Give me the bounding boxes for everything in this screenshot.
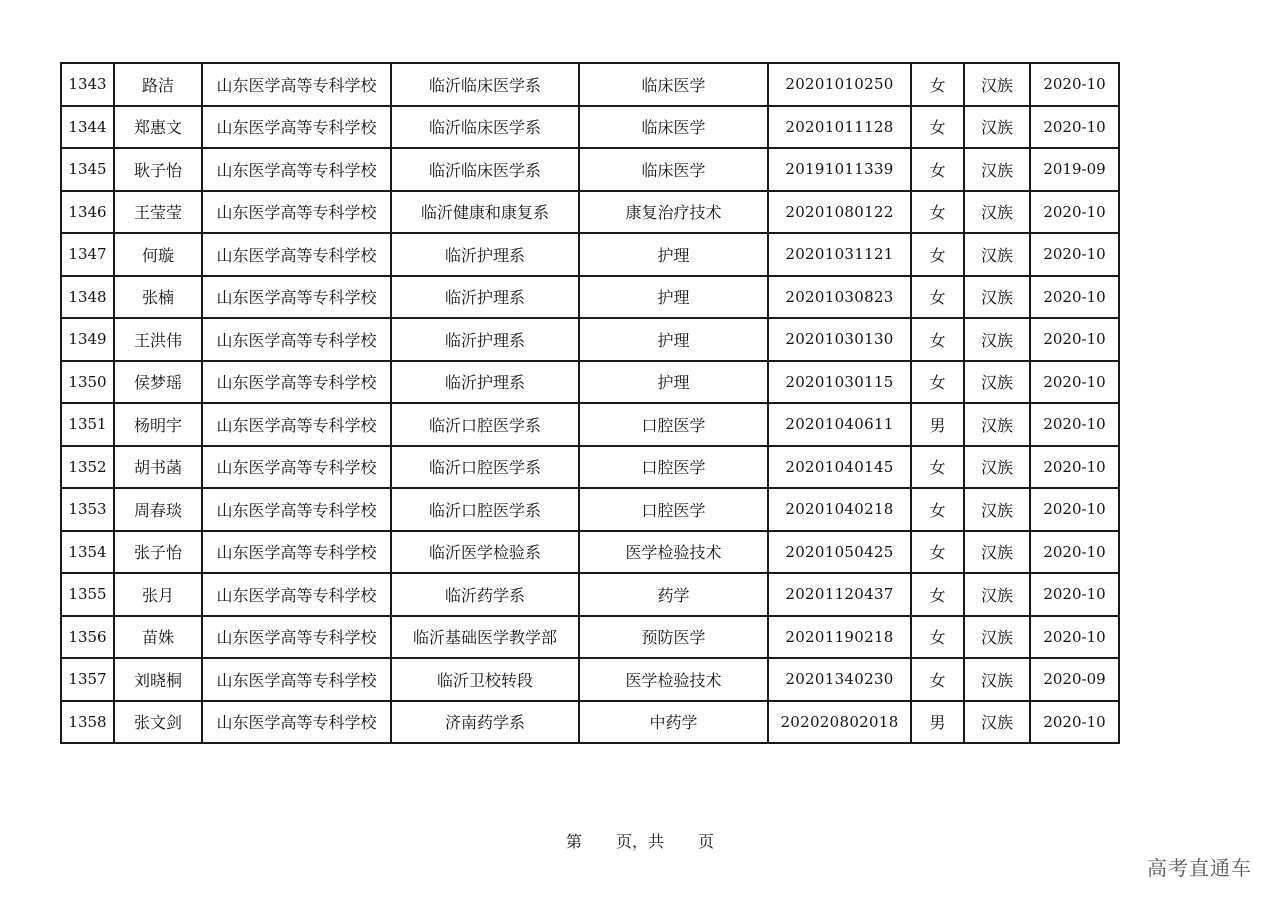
school-cell: 山东医学高等专科学校 [202,488,391,531]
ethnicity-cell: 汉族 [964,361,1030,404]
ethnicity-cell: 汉族 [964,488,1030,531]
table-row [61,318,1119,361]
gender-cell: 女 [911,616,964,659]
school-cell: 山东医学高等专科学校 [202,573,391,616]
student-id-cell: 20201030823 [768,276,911,319]
student-id-cell: 20201011128 [768,106,911,149]
school-cell: 山东医学高等专科学校 [202,403,391,446]
gender-cell: 女 [911,233,964,276]
major-cell: 护理 [579,318,768,361]
name-cell: 王莹莹 [114,191,202,234]
name-cell: 侯梦瑶 [114,361,202,404]
ethnicity-cell: 汉族 [964,573,1030,616]
enrollment-date-cell: 2019-09 [1030,148,1119,191]
ethnicity-cell: 汉族 [964,446,1030,489]
major-cell: 中药学 [579,701,768,744]
department-cell: 临沂医学检验系 [391,531,579,574]
gender-cell: 女 [911,276,964,319]
major-cell: 医学检验技术 [579,531,768,574]
name-cell: 张月 [114,573,202,616]
student-id-cell: 20201340230 [768,658,911,701]
gender-cell: 女 [911,573,964,616]
major-cell: 医学检验技术 [579,658,768,701]
table-row [61,531,1119,574]
seq-cell: 1351 [61,403,114,446]
table-row [61,233,1119,276]
name-cell: 张文剑 [114,701,202,744]
gender-cell: 女 [911,318,964,361]
ethnicity-cell: 汉族 [964,318,1030,361]
name-cell: 刘晓桐 [114,658,202,701]
table-row [61,403,1119,446]
ethnicity-cell: 汉族 [964,276,1030,319]
ethnicity-cell: 汉族 [964,63,1030,106]
student-roster-table [60,62,1120,744]
ethnicity-cell: 汉族 [964,658,1030,701]
seq-cell: 1358 [61,701,114,744]
table-row [61,658,1119,701]
gender-cell: 女 [911,63,964,106]
enrollment-date-cell: 2020-10 [1030,63,1119,106]
school-cell: 山东医学高等专科学校 [202,658,391,701]
department-cell: 临沂临床医学系 [391,106,579,149]
department-cell: 临沂护理系 [391,318,579,361]
seq-cell: 1349 [61,318,114,361]
page-middle: 页，共 [615,832,664,851]
seq-cell: 1350 [61,361,114,404]
student-id-cell: 20201120437 [768,573,911,616]
school-cell: 山东医学高等专科学校 [202,446,391,489]
student-id-cell: 20201030130 [768,318,911,361]
ethnicity-cell: 汉族 [964,106,1030,149]
seq-cell: 1347 [61,233,114,276]
name-cell: 耿子怡 [114,148,202,191]
department-cell: 济南药学系 [391,701,579,744]
table-row [61,361,1119,404]
enrollment-date-cell: 2020-10 [1030,233,1119,276]
department-cell: 临沂口腔医学系 [391,403,579,446]
enrollment-date-cell: 2020-10 [1030,488,1119,531]
enrollment-date-cell: 2020-10 [1030,701,1119,744]
name-cell: 张子怡 [114,531,202,574]
ethnicity-cell: 汉族 [964,616,1030,659]
gender-cell: 女 [911,106,964,149]
department-cell: 临沂护理系 [391,361,579,404]
major-cell: 康复治疗技术 [579,191,768,234]
student-id-cell: 20201030115 [768,361,911,404]
enrollment-date-cell: 2020-10 [1030,191,1119,234]
gender-cell: 女 [911,658,964,701]
student-id-cell: 20191011339 [768,148,911,191]
student-id-cell: 20201080122 [768,191,911,234]
department-cell: 临沂药学系 [391,573,579,616]
table-row [61,63,1119,106]
department-cell: 临沂护理系 [391,276,579,319]
enrollment-date-cell: 2020-10 [1030,403,1119,446]
department-cell: 临沂健康和康复系 [391,191,579,234]
seq-cell: 1348 [61,276,114,319]
major-cell: 预防医学 [579,616,768,659]
table-row [61,446,1119,489]
department-cell: 临沂基础医学教学部 [391,616,579,659]
student-id-cell: 20201040145 [768,446,911,489]
name-cell: 何璇 [114,233,202,276]
ethnicity-cell: 汉族 [964,531,1030,574]
school-cell: 山东医学高等专科学校 [202,531,391,574]
major-cell: 临床医学 [579,106,768,149]
enrollment-date-cell: 2020-10 [1030,446,1119,489]
department-cell: 临沂护理系 [391,233,579,276]
table-row [61,616,1119,659]
seq-cell: 1356 [61,616,114,659]
school-cell: 山东医学高等专科学校 [202,361,391,404]
school-cell: 山东医学高等专科学校 [202,191,391,234]
page-footer [0,829,1280,852]
enrollment-date-cell: 2020-09 [1030,658,1119,701]
enrollment-date-cell: 2020-10 [1030,318,1119,361]
seq-cell: 1353 [61,488,114,531]
major-cell: 护理 [579,361,768,404]
enrollment-date-cell: 2020-10 [1030,361,1119,404]
major-cell: 口腔医学 [579,403,768,446]
student-id-cell: 20201040218 [768,488,911,531]
student-id-cell: 20201040611 [768,403,911,446]
table-row [61,488,1119,531]
major-cell: 临床医学 [579,148,768,191]
name-cell: 杨明宇 [114,403,202,446]
enrollment-date-cell: 2020-10 [1030,616,1119,659]
watermark-text: 高考直通车 [1147,856,1252,880]
table-row [61,276,1119,319]
seq-cell: 1357 [61,658,114,701]
school-cell: 山东医学高等专科学校 [202,276,391,319]
name-cell: 张楠 [114,276,202,319]
enrollment-date-cell: 2020-10 [1030,106,1119,149]
major-cell: 护理 [579,233,768,276]
student-id-cell: 20201190218 [768,616,911,659]
page-prefix: 第 [565,832,582,851]
major-cell: 护理 [579,276,768,319]
table-row [61,573,1119,616]
table-row [61,701,1119,744]
gender-cell: 男 [911,403,964,446]
school-cell: 山东医学高等专科学校 [202,616,391,659]
seq-cell: 1344 [61,106,114,149]
ethnicity-cell: 汉族 [964,701,1030,744]
enrollment-date-cell: 2020-10 [1030,276,1119,319]
gender-cell: 女 [911,446,964,489]
name-cell: 胡书菡 [114,446,202,489]
major-cell: 药学 [579,573,768,616]
department-cell: 临沂口腔医学系 [391,488,579,531]
table-row [61,106,1119,149]
name-cell: 苗姝 [114,616,202,659]
roster-body [61,63,1119,743]
gender-cell: 女 [911,191,964,234]
school-cell: 山东医学高等专科学校 [202,106,391,149]
student-id-cell: 20201010250 [768,63,911,106]
major-cell: 口腔医学 [579,488,768,531]
ethnicity-cell: 汉族 [964,148,1030,191]
table-row [61,191,1119,234]
name-cell: 王洪伟 [114,318,202,361]
major-cell: 临床医学 [579,63,768,106]
ethnicity-cell: 汉族 [964,191,1030,234]
name-cell: 周春琰 [114,488,202,531]
gender-cell: 女 [911,361,964,404]
enrollment-date-cell: 2020-10 [1030,531,1119,574]
seq-cell: 1355 [61,573,114,616]
gender-cell: 女 [911,488,964,531]
seq-cell: 1346 [61,191,114,234]
seq-cell: 1345 [61,148,114,191]
student-id-cell: 20201031121 [768,233,911,276]
department-cell: 临沂卫校转段 [391,658,579,701]
enrollment-date-cell: 2020-10 [1030,573,1119,616]
gender-cell: 男 [911,701,964,744]
seq-cell: 1354 [61,531,114,574]
table-row [61,148,1119,191]
ethnicity-cell: 汉族 [964,233,1030,276]
name-cell: 郑惠文 [114,106,202,149]
department-cell: 临沂临床医学系 [391,63,579,106]
major-cell: 口腔医学 [579,446,768,489]
gender-cell: 女 [911,148,964,191]
school-cell: 山东医学高等专科学校 [202,701,391,744]
school-cell: 山东医学高等专科学校 [202,318,391,361]
department-cell: 临沂临床医学系 [391,148,579,191]
school-cell: 山东医学高等专科学校 [202,148,391,191]
seq-cell: 1352 [61,446,114,489]
gender-cell: 女 [911,531,964,574]
name-cell: 路洁 [114,63,202,106]
school-cell: 山东医学高等专科学校 [202,233,391,276]
student-id-cell: 20201050425 [768,531,911,574]
student-id-cell: 202020802018 [768,701,911,744]
school-cell: 山东医学高等专科学校 [202,63,391,106]
seq-cell: 1343 [61,63,114,106]
department-cell: 临沂口腔医学系 [391,446,579,489]
page-suffix: 页 [698,832,715,851]
ethnicity-cell: 汉族 [964,403,1030,446]
